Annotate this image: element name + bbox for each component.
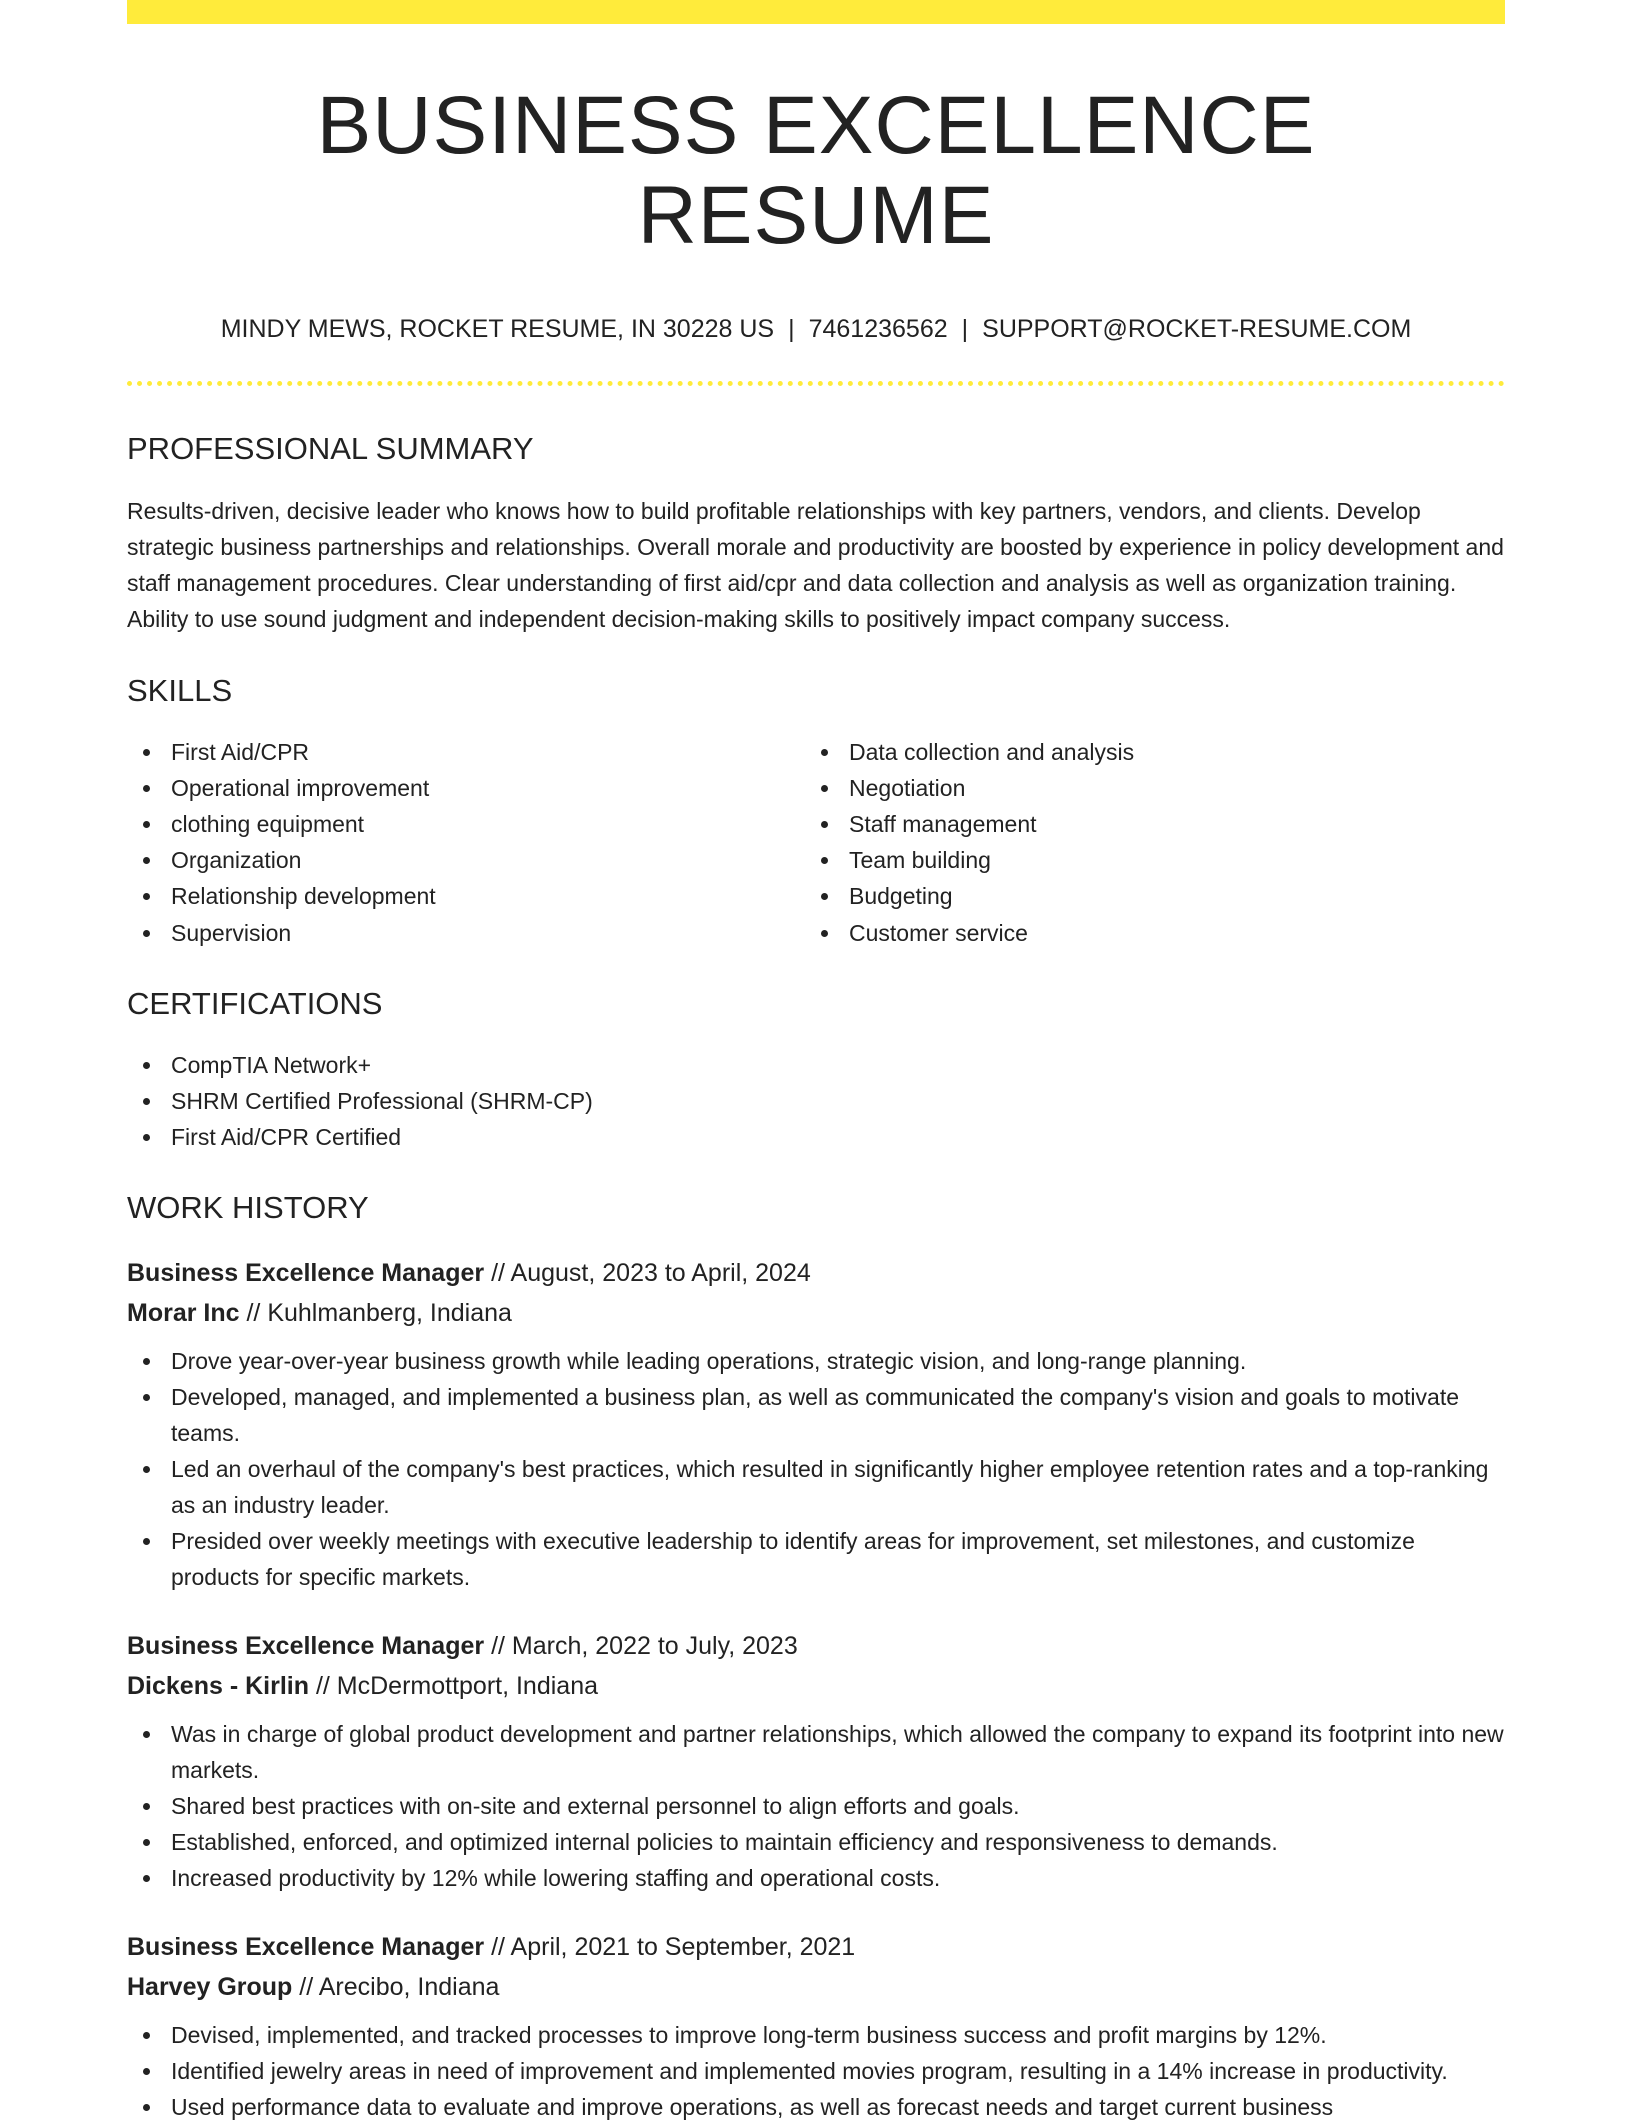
- skill-item: Team building: [805, 842, 1483, 878]
- job-title-line: [127, 1927, 1505, 1967]
- job-bullet: Used performance data to evaluate and improve operations, as well as forecast needs and target current business: [127, 2089, 1505, 2125]
- job-entry: [127, 1626, 1505, 1896]
- job-bullets: [127, 2017, 1505, 2125]
- skill-item: Budgeting: [805, 878, 1483, 914]
- job-bullets: [127, 1716, 1505, 1896]
- skills-columns: [127, 734, 1505, 951]
- job-entry: [127, 1253, 1505, 1595]
- job-location: // Kuhlmanberg, Indiana: [246, 1299, 512, 1328]
- job-location: // Arecibo, Indiana: [299, 1973, 500, 2002]
- work-history-section: [127, 1189, 1505, 2125]
- job-bullet: Devised, implemented, and tracked processes to improve long-term business success and profit margins by 12%.: [127, 2017, 1505, 2053]
- job-title: Business Excellence Manager: [127, 1259, 485, 1288]
- skill-item: Organization: [127, 842, 805, 878]
- skill-item: Relationship development: [127, 878, 805, 914]
- job-title-line: [127, 1626, 1505, 1666]
- certifications-list: [127, 1047, 1505, 1155]
- job-location: // McDermottport, Indiana: [315, 1672, 599, 1701]
- job-company-line: [127, 1293, 1505, 1333]
- certifications-heading: CERTIFICATIONS: [127, 985, 383, 1021]
- job-bullet: Developed, managed, and implemented a business plan, as well as communicated the company's vision and goals to motivate teams.: [127, 1379, 1505, 1451]
- job-bullet: Drove year-over-year business growth while leading operations, strategic vision, and long-range planning.: [127, 1343, 1505, 1379]
- summary-text: Results-driven, decisive leader who knows how to build profitable relationships with key partners, vendors, and clients. Develop strategic business partnerships and relationships. Overall morale and productivity are boosted by experience in policy development and staff management procedures. Clear understanding of first aid/cpr and data collection and analysis as well as organization training. Ability to use sound judgment and independent decision-making skills to positively impact company success.: [127, 497, 1504, 632]
- job-bullet: Established, enforced, and optimized internal policies to maintain efficiency and responsiveness to demands.: [127, 1824, 1505, 1860]
- job-bullet: Shared best practices with on-site and external personnel to align efforts and goals.: [127, 1788, 1505, 1824]
- contact-phone: 7461236562: [808, 315, 948, 344]
- contact-email: SUPPORT@ROCKET-RESUME.COM: [982, 315, 1412, 344]
- dotted-divider: [127, 381, 1505, 386]
- skills-section: [127, 672, 1505, 951]
- job-company: Morar Inc: [127, 1299, 240, 1328]
- skill-item: clothing equipment: [127, 806, 805, 842]
- certifications-section: [127, 985, 1505, 1155]
- resume-title: BUSINESS EXCELLENCE RESUME: [316, 80, 1316, 262]
- job-bullet: Identified jewelry areas in need of improvement and implemented movies program, resulting in a 14% increase in productivity.: [127, 2053, 1505, 2089]
- summary-section: [127, 430, 1505, 636]
- job-bullet: Was in charge of global product development and partner relationships, which allowed the company to expand its footprint into new markets.: [127, 1716, 1505, 1788]
- skill-item: Customer service: [805, 915, 1483, 951]
- skills-list-right: [805, 734, 1483, 951]
- job-company-line: [127, 1666, 1505, 1706]
- job-title: Business Excellence Manager: [127, 1632, 485, 1661]
- job-company: Harvey Group: [127, 1973, 293, 2002]
- contact-separator: |: [788, 315, 795, 344]
- contact-line: [127, 314, 1505, 344]
- skills-heading: SKILLS: [127, 672, 233, 708]
- job-dates: // August, 2023 to April, 2024: [491, 1259, 811, 1288]
- job-company-line: [127, 1967, 1505, 2007]
- skills-list-left: [127, 734, 805, 951]
- summary-heading: PROFESSIONAL SUMMARY: [127, 431, 534, 467]
- job-title-line: [127, 1253, 1505, 1293]
- job-dates: // March, 2022 to July, 2023: [491, 1632, 798, 1661]
- job-entry: [127, 1927, 1505, 2125]
- job-bullets: [127, 1343, 1505, 1595]
- certification-item: First Aid/CPR Certified: [127, 1119, 1505, 1155]
- certification-item: CompTIA Network+: [127, 1047, 1505, 1083]
- skill-item: First Aid/CPR: [127, 734, 805, 770]
- job-bullet: Increased productivity by 12% while lowering staffing and operational costs.: [127, 1860, 1505, 1896]
- job-bullet: Led an overhaul of the company's best practices, which resulted in significantly higher employee retention rates and a top-ranking as an industry leader.: [127, 1451, 1505, 1523]
- work-history-heading: WORK HISTORY: [127, 1189, 369, 1225]
- skill-item: Staff management: [805, 806, 1483, 842]
- job-bullet: Presided over weekly meetings with executive leadership to identify areas for improvement, set milestones, and customize products for specific markets.: [127, 1523, 1505, 1595]
- job-title: Business Excellence Manager: [127, 1933, 485, 1962]
- contact-address: MINDY MEWS, ROCKET RESUME, IN 30228 US: [220, 315, 775, 344]
- certification-item: SHRM Certified Professional (SHRM-CP): [127, 1083, 1505, 1119]
- resume-page: [127, 0, 1505, 2125]
- job-dates: // April, 2021 to September, 2021: [491, 1933, 856, 1962]
- contact-separator: |: [961, 315, 969, 344]
- skill-item: Supervision: [127, 915, 805, 951]
- skill-item: Data collection and analysis: [805, 734, 1483, 770]
- skill-item: Negotiation: [805, 770, 1483, 806]
- accent-top-bar: [127, 0, 1505, 24]
- skill-item: Operational improvement: [127, 770, 805, 806]
- job-company: Dickens - Kirlin: [127, 1672, 309, 1701]
